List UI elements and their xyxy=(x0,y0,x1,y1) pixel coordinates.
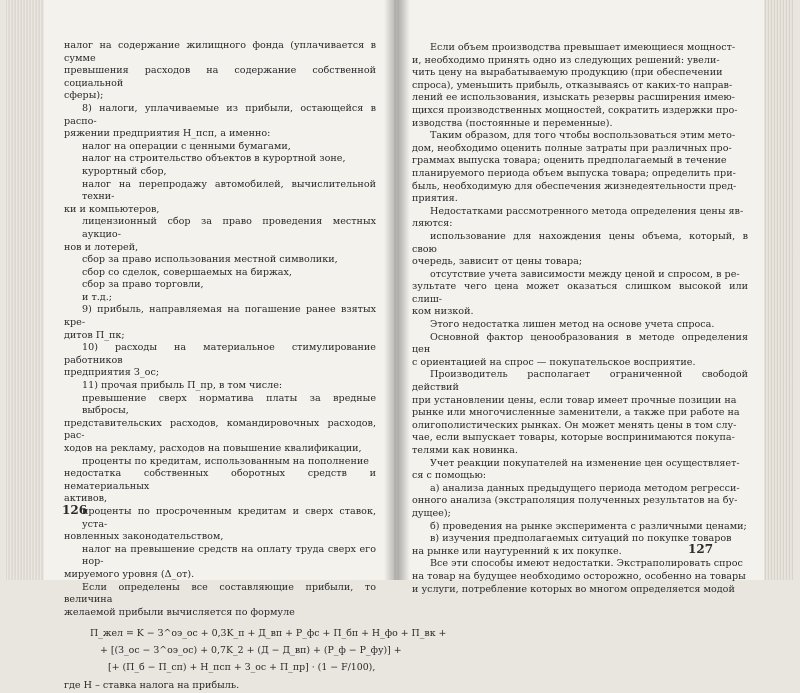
formula-row-1: П_жел = K − З^оэ_ос + 0,3K_п + Д_вп + Р_фс + П_бп + Н_фо + П_вк + xyxy=(90,628,447,640)
text-line: курортный сбор, xyxy=(82,165,167,177)
formula-footnote: где Н – ставка налога на прибыль. xyxy=(64,680,240,692)
text-line: ляются: xyxy=(412,218,453,230)
text-line: Основной фактор ценообразования в методе определения цен xyxy=(412,331,748,356)
text-line: налог на строительство объектов в курортной зоне, xyxy=(82,153,346,165)
page-number-right: 127 xyxy=(688,542,714,556)
text-line: представительских расходов, командировочных расходов, рас- xyxy=(64,417,376,442)
text-line: и т.д.; xyxy=(82,291,112,303)
text-line: нов и лотерей, xyxy=(64,241,139,253)
left-page-edges xyxy=(6,0,46,580)
text-line: Этого недостатка лишен метод на основе учета спроса. xyxy=(430,319,715,331)
text-line: 10) расходы на материальное стимулирование работников xyxy=(64,342,376,366)
text-line: предприятия З_ос; xyxy=(64,367,160,379)
profit-formula xyxy=(64,625,447,676)
text-line: Если определены все составляющие прибыли, то величина xyxy=(64,581,376,606)
page-number-left: 126 xyxy=(62,503,88,517)
text-line: налог на операции с ценными бумагами, xyxy=(82,140,291,152)
text-line: сбор за право торговли, xyxy=(82,279,204,291)
text-line: Производитель располагает ограниченной свободой действий xyxy=(412,369,748,394)
text-line: активов, xyxy=(64,493,108,505)
text-line: Недостатками рассмотренного метода определения цены яв- xyxy=(430,205,744,217)
text-line: телями как новинка. xyxy=(412,445,518,456)
text-line: новленных законодательством, xyxy=(64,531,224,543)
text-line: 9) прибыль, направляемая на погашение ранее взятых кре- xyxy=(64,304,376,329)
right-page-text xyxy=(412,42,748,596)
text-line: проценты по просроченным кредитам и сверх ставок, уста- xyxy=(82,505,376,530)
text-line: а) анализа данных предыдущего периода методом регресси- xyxy=(430,482,740,494)
text-line: дом, необходимо оценить полные затраты при различных про- xyxy=(412,142,732,154)
text-line: сферы); xyxy=(64,90,104,102)
text-line: недостатка собственных оборотных средств и нематериальных xyxy=(64,468,376,492)
text-line: налог на перепродажу автомобилей, вычислительной техни- xyxy=(82,178,376,203)
text-line: 8) налоги, уплачиваемые из прибыли, остающейся в распо- xyxy=(64,102,376,127)
right-page-edges xyxy=(762,0,794,580)
text-line: планируемого периода объем выпуска товара; определить при- xyxy=(412,167,736,179)
text-line: Таким образом, для того чтобы воспользоваться этим мето- xyxy=(430,130,736,142)
text-line: при установлении цены, если товар имеет прочные позиции на xyxy=(412,394,737,406)
text-line: граммах выпуска товара; оценить предполагаемый в течение xyxy=(412,155,727,167)
text-line: онного анализа (экстраполяция полученных результатов на бу- xyxy=(412,495,738,507)
text-line: сбор за право использования местной символики, xyxy=(82,254,338,266)
text-line: отсутствие учета зависимости между ценой и спросом, в ре- xyxy=(430,268,740,280)
text-line: ходов на рекламу, расходов на повышение квалификации, xyxy=(64,443,362,454)
text-line: превышение сверх норматива платы за вредные выбросы, xyxy=(82,392,376,417)
text-line: налог на превышение средств на оплату труда сверх его нор- xyxy=(82,543,376,568)
text-line: на рынке или наугуренний к их покупке. xyxy=(412,545,622,557)
text-line: и услуги, потребление которых во многом определяется модой xyxy=(412,583,735,595)
text-line: лицензионный сбор за право проведения местных аукцио- xyxy=(82,216,376,240)
text-line: чае, если выпускает товары, которые воспринимаются покупа- xyxy=(412,432,735,444)
text-line: щихся производственных мощностей, сократить издержки про- xyxy=(412,104,738,116)
text-line: ком низкой. xyxy=(412,306,474,318)
text-line: приятия. xyxy=(412,193,458,205)
right-page xyxy=(396,0,764,595)
text-line: налог на содержание жилищного фонда (уплачивается в сумме xyxy=(64,40,376,64)
text-line: олигополистических рынках. Он может менять цены в том слу- xyxy=(412,419,737,431)
text-line: желаемой прибыли вычисляется по формуле xyxy=(64,606,295,618)
formula-row-2: + [(З_ос − З^оэ_ос) + 0,7K_2 + (Д − Д_вп) + (Р_ф − Р_фу)] + xyxy=(100,645,402,657)
text-line: лений ее использования, изыскать резервы расширения имею- xyxy=(412,92,736,104)
text-line: сбор со сделок, совершаемых на биржах, xyxy=(82,266,292,278)
text-line: ряжении предприятия Н_псп, а именно: xyxy=(64,128,271,140)
text-line: проценты по кредитам, использованным на пополнение xyxy=(82,455,369,467)
text-line: изводства (постоянные и переменные). xyxy=(412,117,613,129)
text-line: на товар на будущее необходимо осторожно, особенно на товары xyxy=(412,570,746,582)
text-line: чить цену на вырабатываемую продукцию (при обеспечении xyxy=(412,67,723,79)
text-line: ки и компьютеров, xyxy=(64,203,160,215)
text-line: Учет реакции покупателей на изменение цен осуществляет- xyxy=(430,457,740,469)
book-gutter xyxy=(384,0,410,580)
text-line: дущее); xyxy=(412,507,451,519)
text-line: мируемого уровня (Δ_от). xyxy=(64,568,195,580)
text-line: в) изучения предполагаемых ситуаций по покупке товаров xyxy=(430,533,732,545)
formula-row-3: [+ (П_б − П_сп) + Н_псп + З_ос + П_пр] · (1 − F/100), xyxy=(108,662,376,674)
text-line: с ориентацией на спрос — покупательское восприятие. xyxy=(412,356,696,368)
text-line: использование для нахождения цены объема, который, в свою xyxy=(412,230,748,255)
text-line: б) проведения на рынке эксперимента с различными ценами; xyxy=(430,520,747,532)
text-line: дитов П_пк; xyxy=(64,329,125,341)
text-line: быль, необходимую для обеспечения жизнедеятельности пред- xyxy=(412,180,737,192)
text-line: и, необходимо принять одно из следующих решений: увели- xyxy=(412,54,720,66)
text-line: 11) прочая прибыль П_пр, в том числе: xyxy=(82,380,283,392)
text-line: очередь, зависит от цены товара; xyxy=(412,256,583,268)
text-line: зультате чего цена может оказаться слишком высокой или слиш- xyxy=(412,281,748,305)
text-line: Если объем производства превышает имеющиеся мощност- xyxy=(430,42,736,53)
open-book xyxy=(6,0,794,692)
text-line: спроса), уменьшить прибыль, отказываясь от каких-то направ- xyxy=(412,79,733,91)
text-line: ся с помощью: xyxy=(412,470,487,482)
text-line: превышения расходов на содержание собственной социальной xyxy=(64,65,376,89)
text-line: рынке или многочисленные заменители, а также при работе на xyxy=(412,407,740,419)
text-line: Все эти способы имеют недостатки. Экстраполировать спрос xyxy=(430,558,743,570)
